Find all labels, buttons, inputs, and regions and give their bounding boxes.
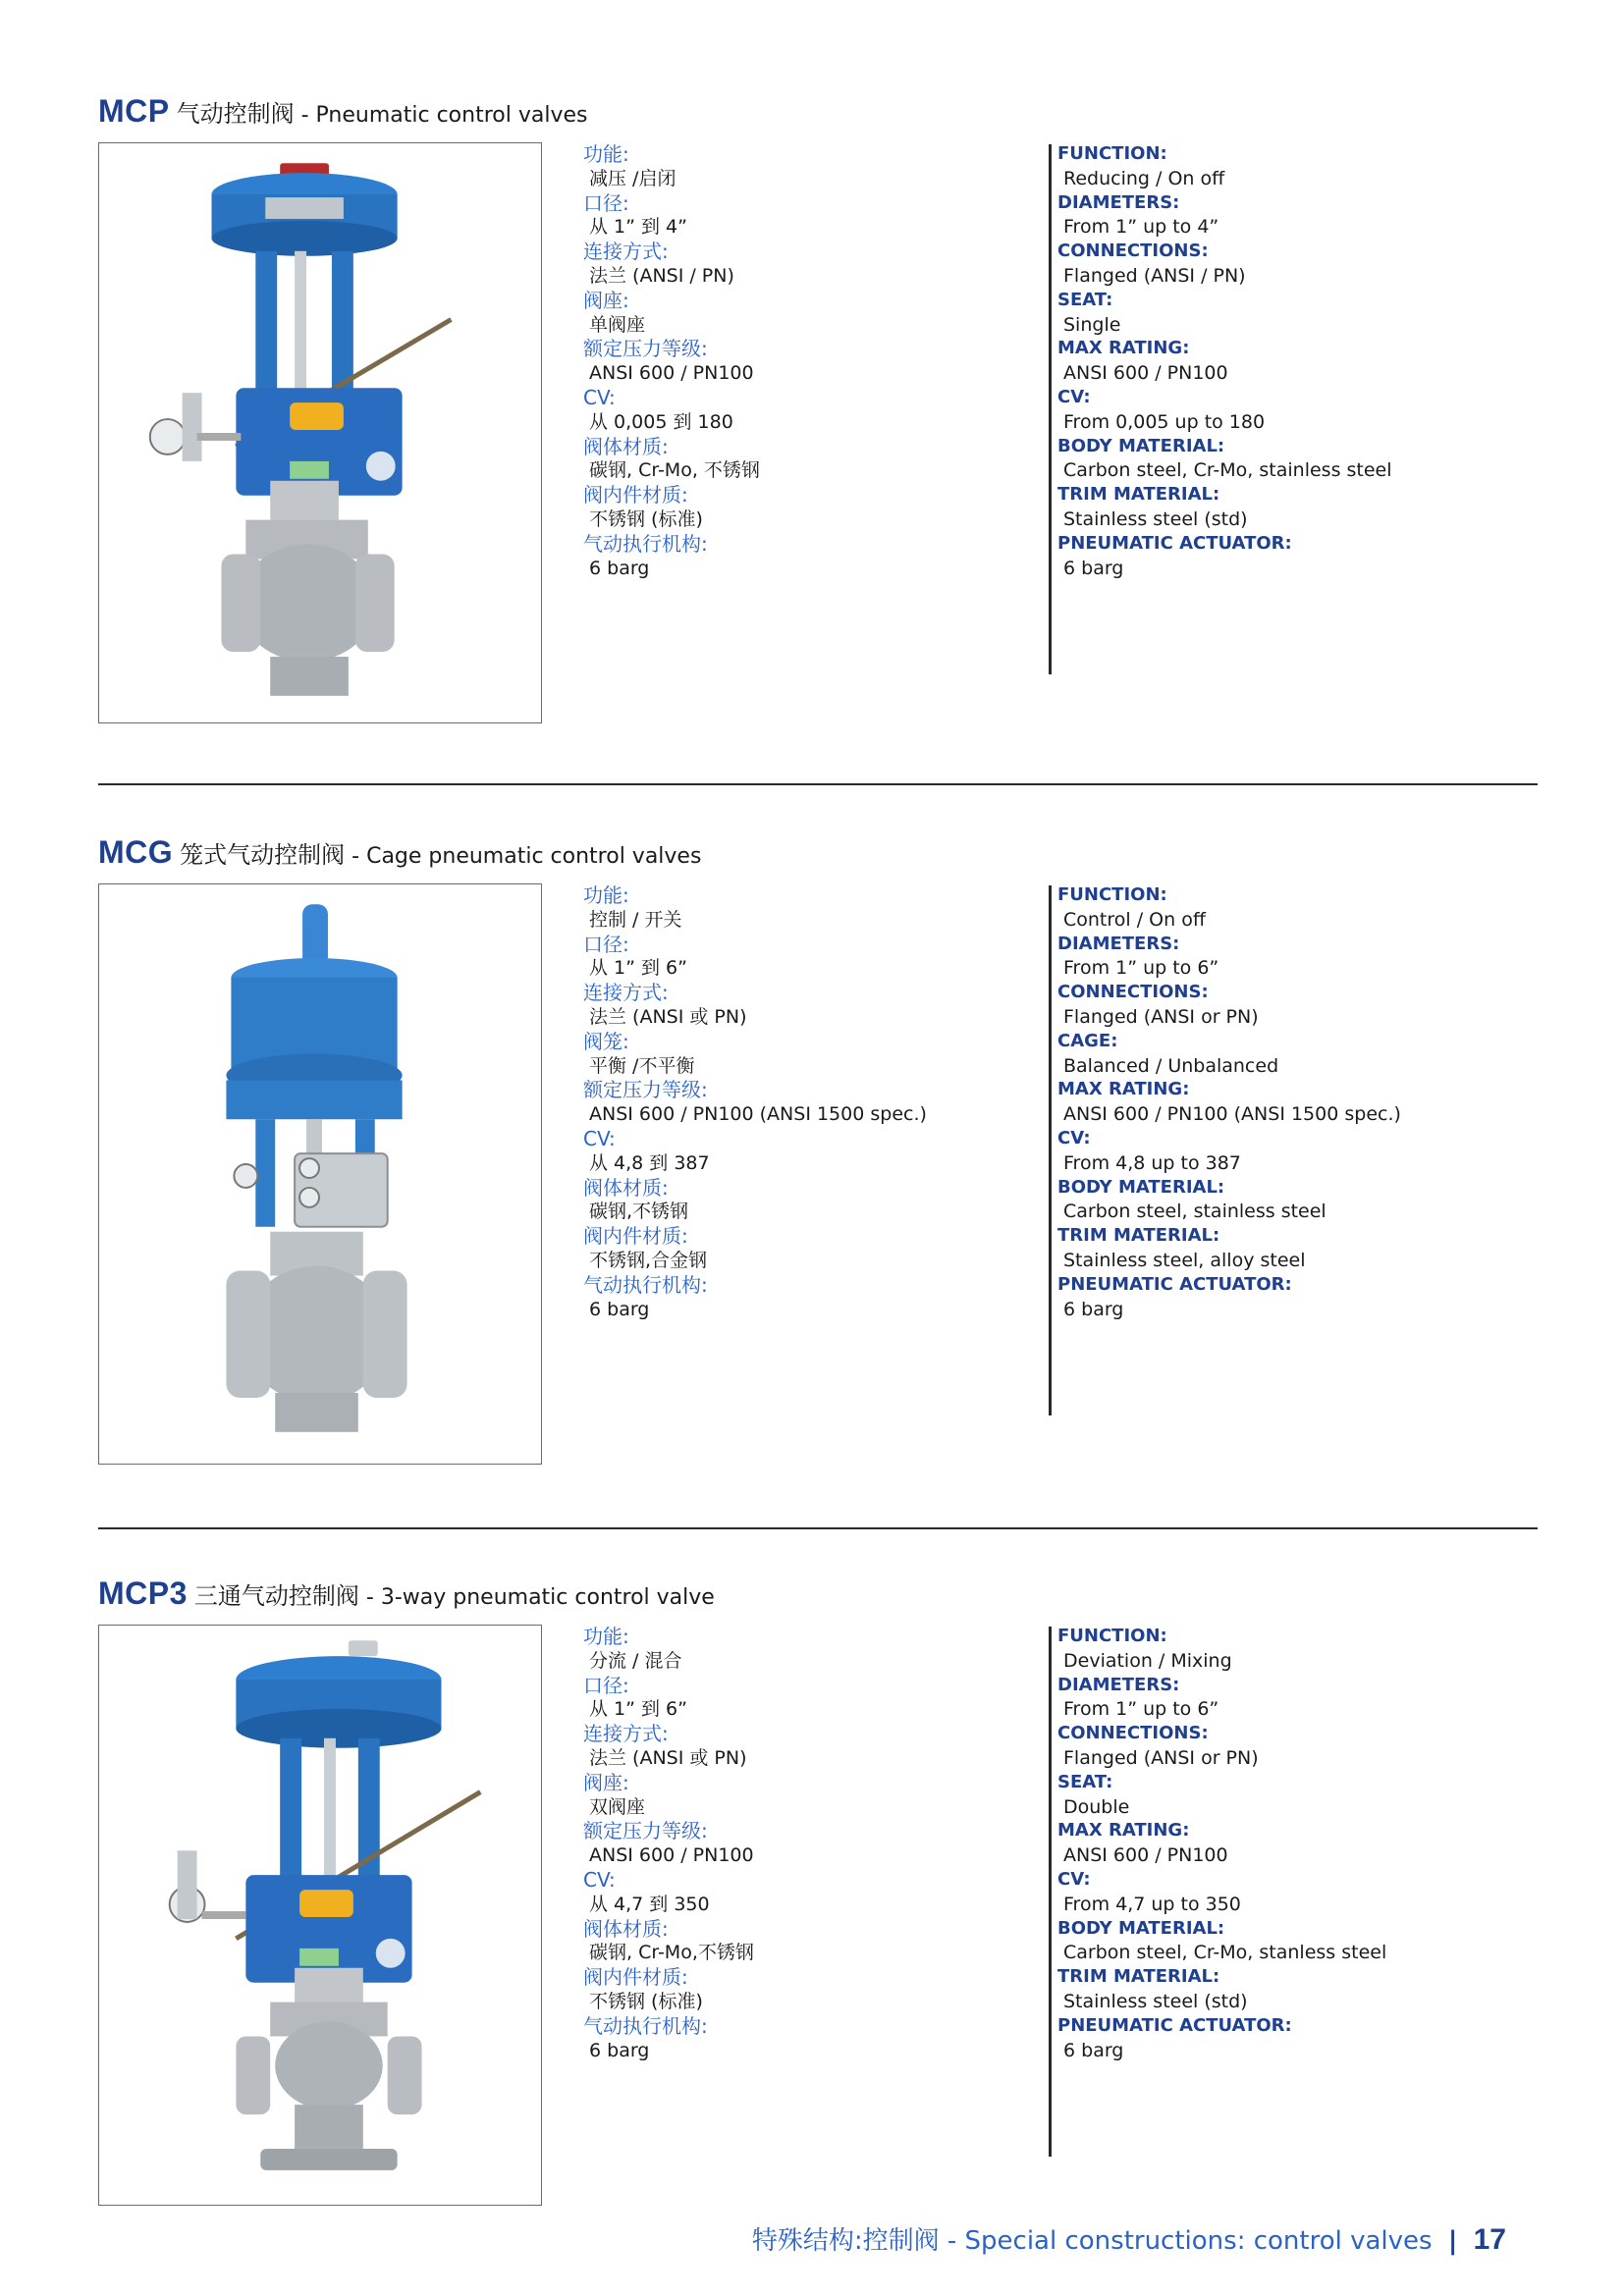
product-code: MCG <box>98 834 174 870</box>
spec-value: 平衡 /不平衡 <box>589 1054 695 1077</box>
spec-value: Flanged (ANSI or PN) <box>1063 1746 1259 1769</box>
spec-value: From 4,8 up to 387 <box>1063 1151 1241 1174</box>
valve-illustration <box>99 884 541 1464</box>
spec-label: CAGE: <box>1057 1030 1118 1051</box>
spec-label: 阀座: <box>583 1770 629 1794</box>
spec-label: 阀内件材质: <box>583 1965 688 1990</box>
spec-label: 阀笼: <box>583 1029 629 1053</box>
spec-value: From 1” up to 6” <box>1063 957 1219 980</box>
spec-value: From 1” up to 4” <box>1063 216 1219 239</box>
section-divider <box>98 783 1538 785</box>
spec-value: 减压 /启闭 <box>589 167 677 189</box>
spec-value: Flanged (ANSI or PN) <box>1063 1005 1259 1028</box>
footer-title-zh: 特殊结构:控制阀 <box>751 2226 940 2256</box>
spec-label: CV: <box>583 385 616 409</box>
spec-value: 碳钢,不锈钢 <box>589 1201 689 1223</box>
spec-value: 从 0,005 到 180 <box>589 410 733 433</box>
spec-label: 额定压力等级: <box>583 1078 708 1102</box>
spec-value: 从 1” 到 6” <box>589 1698 687 1721</box>
column-divider <box>1049 144 1052 674</box>
spec-label: PNEUMATIC ACTUATOR: <box>1057 532 1292 554</box>
spec-label: 气动执行机构: <box>583 1272 708 1297</box>
spec-value: 分流 / 混合 <box>589 1649 682 1672</box>
spec-value: Reducing / On off <box>1063 167 1225 189</box>
spec-label: 口径: <box>583 190 629 215</box>
spec-label: 阀体材质: <box>583 1175 669 1200</box>
spec-value: 6 barg <box>589 2039 650 2061</box>
spec-value: 不锈钢 (标准) <box>589 507 703 530</box>
spec-value: Deviation / Mixing <box>1063 1649 1232 1672</box>
product-code: MCP3 <box>98 1575 188 1611</box>
spec-value: 从 4,7 到 350 <box>589 1893 710 1915</box>
spec-label: TRIM MATERIAL: <box>1057 484 1220 506</box>
section-title <box>98 1575 715 1612</box>
spec-value: Control / On off <box>1063 908 1206 931</box>
spec-label: TRIM MATERIAL: <box>1057 1966 1220 1988</box>
spec-value: 6 barg <box>589 557 650 579</box>
section-divider <box>98 1527 1538 1529</box>
title-zh: 气动控制阀 <box>176 100 295 128</box>
column-divider <box>1049 1627 1052 2157</box>
spec-label: CONNECTIONS: <box>1057 240 1209 262</box>
spec-label: BODY MATERIAL: <box>1057 1176 1225 1198</box>
spec-value: 法兰 (ANSI / PN) <box>589 264 734 287</box>
spec-column-en <box>1057 883 1401 1321</box>
spec-label: FUNCTION: <box>1057 884 1167 905</box>
spec-value: ANSI 600 / PN100 <box>589 362 754 385</box>
spec-label: BODY MATERIAL: <box>1057 1917 1225 1939</box>
spec-label: 阀座: <box>583 288 629 312</box>
spec-value: Stainless steel (std) <box>1063 507 1248 530</box>
spec-value: Flanged (ANSI / PN) <box>1063 264 1246 287</box>
product-photo <box>98 883 542 1465</box>
spec-label: 连接方式: <box>583 240 669 264</box>
page-number: 17 <box>1473 2223 1506 2256</box>
spec-column-zh <box>583 142 760 580</box>
spec-label: MAX RATING: <box>1057 1079 1190 1100</box>
spec-label: PNEUMATIC ACTUATOR: <box>1057 2014 1292 2036</box>
spec-label: FUNCTION: <box>1057 143 1167 164</box>
spec-label: 气动执行机构: <box>583 2013 708 2038</box>
spec-label: CV: <box>1057 1868 1091 1890</box>
spec-label: 额定压力等级: <box>583 1819 708 1843</box>
valve-illustration <box>99 1626 541 2205</box>
spec-value: From 0,005 up to 180 <box>1063 410 1266 433</box>
page-footer <box>752 2220 1506 2257</box>
spec-label: CONNECTIONS: <box>1057 982 1209 1003</box>
spec-value: Carbon steel, stainless steel <box>1063 1201 1326 1223</box>
spec-label: CV: <box>583 1126 616 1150</box>
spec-value: 法兰 (ANSI 或 PN) <box>589 1005 747 1028</box>
spec-value: 从 1” 到 6” <box>589 957 687 980</box>
spec-value: 控制 / 开关 <box>589 908 682 931</box>
spec-value: Stainless steel, alloy steel <box>1063 1249 1306 1271</box>
section-title <box>98 834 701 871</box>
spec-value: ANSI 600 / PN100 <box>1063 1844 1228 1867</box>
footer-separator: | <box>1447 2226 1458 2256</box>
spec-value: 双阀座 <box>589 1795 646 1818</box>
footer-title-en: - Special constructions: control valves <box>947 2226 1433 2256</box>
spec-label: 气动执行机构: <box>583 531 708 556</box>
spec-value: 不锈钢,合金钢 <box>589 1249 708 1271</box>
product-photo <box>98 142 542 723</box>
spec-label: PNEUMATIC ACTUATOR: <box>1057 1273 1292 1295</box>
product-photo <box>98 1625 542 2206</box>
spec-label: SEAT: <box>1057 1771 1113 1792</box>
spec-value: ANSI 600 / PN100 <box>1063 362 1228 385</box>
title-en: - Pneumatic control valves <box>300 103 588 128</box>
spec-value: Single <box>1063 313 1121 336</box>
spec-label: CONNECTIONS: <box>1057 1723 1209 1744</box>
spec-column-zh <box>583 1625 754 2062</box>
spec-value: 单阀座 <box>589 313 646 336</box>
spec-column-en <box>1057 1625 1386 2062</box>
spec-label: MAX RATING: <box>1057 338 1190 359</box>
spec-value: ANSI 600 / PN100 (ANSI 1500 spec.) <box>1063 1103 1401 1126</box>
spec-label: TRIM MATERIAL: <box>1057 1225 1220 1247</box>
spec-label: 功能: <box>583 883 629 907</box>
valve-illustration <box>99 143 541 722</box>
spec-value: 不锈钢 (标准) <box>589 1990 703 2012</box>
spec-label: 连接方式: <box>583 981 669 1005</box>
spec-label: DIAMETERS: <box>1057 191 1180 213</box>
title-en: - 3-way pneumatic control valve <box>365 1585 715 1610</box>
title-zh: 笼式气动控制阀 <box>180 841 346 869</box>
spec-label: CV: <box>1057 386 1091 407</box>
spec-value: 从 4,8 到 387 <box>589 1151 710 1174</box>
spec-value: 6 barg <box>1063 557 1124 579</box>
column-divider <box>1049 885 1052 1415</box>
spec-value: 碳钢, Cr-Mo,不锈钢 <box>589 1942 754 1964</box>
spec-column-zh <box>583 883 927 1321</box>
section-title <box>98 93 587 130</box>
spec-value: Double <box>1063 1795 1130 1818</box>
spec-label: 额定压力等级: <box>583 337 708 361</box>
spec-label: 阀体材质: <box>583 434 669 458</box>
spec-label: DIAMETERS: <box>1057 1674 1180 1695</box>
spec-label: 阀内件材质: <box>583 483 688 507</box>
spec-value: ANSI 600 / PN100 <box>589 1844 754 1867</box>
spec-value: 6 barg <box>589 1298 650 1320</box>
product-code: MCP <box>98 93 170 129</box>
spec-label: 功能: <box>583 142 629 166</box>
spec-value: From 1” up to 6” <box>1063 1698 1219 1721</box>
spec-label: 阀内件材质: <box>583 1224 688 1249</box>
spec-label: SEAT: <box>1057 289 1113 310</box>
title-en: - Cage pneumatic control valves <box>352 844 702 869</box>
spec-label: 功能: <box>583 1625 629 1648</box>
spec-value: Stainless steel (std) <box>1063 1990 1248 2012</box>
spec-value: 从 1” 到 4” <box>589 216 687 239</box>
spec-label: CV: <box>583 1867 616 1892</box>
spec-value: 6 barg <box>1063 2039 1124 2061</box>
title-zh: 三通气动控制阀 <box>193 1582 359 1610</box>
spec-label: MAX RATING: <box>1057 1820 1190 1842</box>
spec-value: From 4,7 up to 350 <box>1063 1893 1241 1915</box>
spec-value: Carbon steel, Cr-Mo, stainless steel <box>1063 459 1392 482</box>
spec-label: 口径: <box>583 932 629 956</box>
spec-value: 法兰 (ANSI 或 PN) <box>589 1746 747 1769</box>
spec-value: Balanced / Unbalanced <box>1063 1054 1279 1077</box>
spec-value: 6 barg <box>1063 1298 1124 1320</box>
spec-column-en <box>1057 142 1392 580</box>
spec-label: 阀体材质: <box>583 1916 669 1941</box>
spec-label: FUNCTION: <box>1057 1626 1167 1646</box>
spec-label: CV: <box>1057 1127 1091 1148</box>
spec-value: 碳钢, Cr-Mo, 不锈钢 <box>589 459 760 482</box>
spec-value: Carbon steel, Cr-Mo, stanless steel <box>1063 1942 1387 1964</box>
spec-value: ANSI 600 / PN100 (ANSI 1500 spec.) <box>589 1103 927 1126</box>
spec-label: 连接方式: <box>583 1722 669 1746</box>
spec-label: DIAMETERS: <box>1057 933 1180 954</box>
spec-label: BODY MATERIAL: <box>1057 435 1225 456</box>
spec-label: 口径: <box>583 1673 629 1697</box>
